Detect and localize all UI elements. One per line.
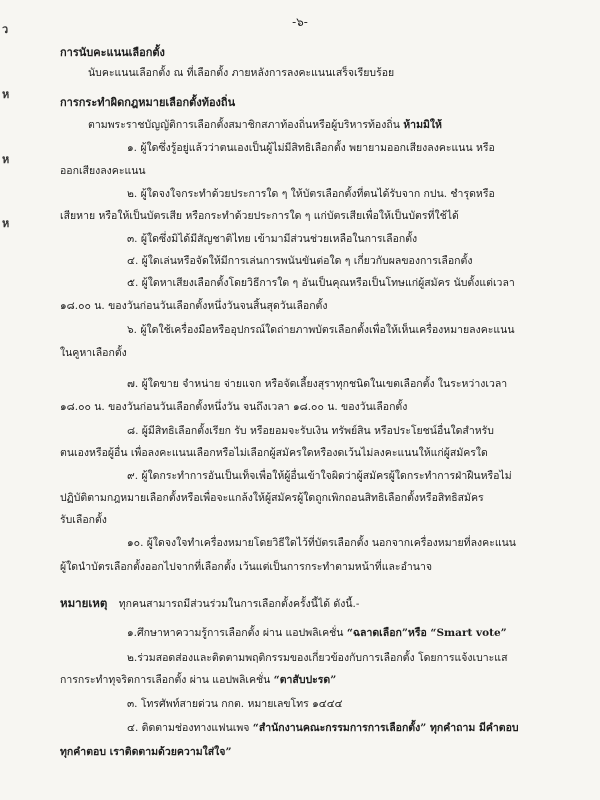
app-name-ta-sapparot: “ตาสับปะรด” <box>273 674 337 686</box>
paragraph-line: นับคะแนนเลือกตั้ง ณ ที่เลือกตั้ง ภายหลังการลงคะแนนเสร็จเรียบร้อย <box>88 67 395 79</box>
note-item <box>127 626 507 640</box>
intro-text: ตามพระราชบัญญัติการเลือกตั้งสมาชิกสภาท้องถิ่นหรือผู้บริหารท้องถิ่น <box>88 119 400 131</box>
margin-mark: ห <box>2 153 10 166</box>
note-item-text: ๔. ติดตามช่องทางแฟนเพจ <box>127 722 253 734</box>
note-item-cont: ทุกคำตอบ เราติดตามด้วยความใส่ใจ” <box>60 746 232 758</box>
page-number: -๖- <box>292 15 308 29</box>
note-line <box>60 596 359 611</box>
offense-item-cont: ในคูหาเลือกตั้ง <box>60 347 127 359</box>
note-item-text: ๑.ศึกษาหาความรู้การเลือกตั้ง ผ่าน แอปพลิเคชั่น <box>127 627 347 639</box>
offense-item: ๓. ผู้ใดซึ่งมิได้มีสัญชาติไทย เข้ามามีส่วนช่วยเหลือในการเลือกตั้ง <box>127 233 418 245</box>
note-item-cont <box>60 673 336 687</box>
note-item-hotline: ๓. โทรศัพท์สายด่วน กกต. หมายเลขโทร ๑๔๔๔ <box>127 698 343 710</box>
offense-item: ๘. ผู้มีสิทธิเลือกตั้งเรียก รับ หรือยอมจะรับเงิน ทรัพย์สิน หรือประโยชน์อื่นใดสำหรับ <box>127 425 494 437</box>
offense-item-cont: ปฏิบัติตามกฎหมายเลือกตั้งหรือเพื่อจะแกล้งให้ผู้สมัครผู้ใดถูกเพิกถอนสิทธิเลือกตั้งหรือสิทธิสมัคร <box>60 492 484 504</box>
margin-mark: ห <box>2 88 10 101</box>
offense-item-cont: ออกเสียงลงคะแนน <box>60 165 146 177</box>
offense-item: ๔. ผู้ใดเล่นหรือจัดให้มีการเล่นการพนันขันต่อใด ๆ เกี่ยวกับผลของการเลือกตั้ง <box>127 255 473 267</box>
note-item-text: การกระทำทุจริตการเลือกตั้ง ผ่าน แอปพลิเคชั่น <box>60 674 274 686</box>
offense-item-cont: รับเลือกตั้ง <box>60 514 107 526</box>
offense-item: ๒. ผู้ใดจงใจกระทำด้วยประการใด ๆ ให้บัตรเลือกตั้งที่ตนได้รับจาก กปน. ชำรุดหรือ <box>127 188 495 200</box>
note-item <box>127 721 519 735</box>
offense-item-cont: ๑๘.๐๐ น. ของวันก่อนวันเลือกตั้งหนึ่งวัน จนถึงเวลา ๑๘.๐๐ น. ของวันเลือกตั้ง <box>60 401 408 413</box>
section-heading-election-offenses: การกระทำผิดกฎหมายเลือกตั้งท้องถิ่น <box>60 96 236 109</box>
offense-item-cont: ๑๘.๐๐ น. ของวันก่อนวันเลือกตั้งหนึ่งวันจนสิ้นสุดวันเลือกตั้ง <box>60 300 328 312</box>
note-heading: หมายเหตุ <box>60 596 108 610</box>
offense-item-cont: ผู้ใดนำบัตรเลือกตั้งออกไปจากที่เลือกตั้ง เว้นแต่เป็นการกระทำตามหน้าที่และอำนาจ <box>60 561 432 573</box>
fanpage-name: “สำนักงานคณะกรรมการการเลือกตั้ง” ทุกคำถาม มีคำตอบ <box>252 722 519 734</box>
intro-bold: ห้ามมิให้ <box>403 119 442 131</box>
app-name-smart-vote: “ฉลาดเลือก”หรือ “Smart vote” <box>346 627 507 639</box>
section-heading-vote-counting: การนับคะแนนเลือกตั้ง <box>60 46 165 59</box>
offense-item-cont: เสียหาย หรือให้เป็นบัตรเสีย หรือกระทำด้วยประการใด ๆ แก่บัตรเสียเพื่อให้เป็นบัตรที่ใช้ได้ <box>60 210 459 222</box>
offense-item: ๕. ผู้ใดหาเสียงเลือกตั้งโดยวิธีการใด ๆ อันเป็นคุณหรือเป็นโทษแก่ผู้สมัคร นับตั้งแต่เวลา <box>127 277 515 289</box>
offense-item: ๑๐. ผู้ใดจงใจทำเครื่องหมายโดยวิธีใดไว้ที่บัตรเลือกตั้ง นอกจากเครื่องหมายที่ลงคะแนน <box>127 537 516 549</box>
margin-mark: ห <box>2 217 10 230</box>
offense-item: ๖. ผู้ใดใช้เครื่องมือหรืออุปกรณ์ใดถ่ายภาพบัตรเลือกตั้งเพื่อให้เห็นเครื่องหมายลงคะแนน <box>127 324 515 336</box>
note-item: ๒.ร่วมสอดส่องและติดตามพฤติกรรมของเกี่ยวข้องกับการเลือกตั้ง โดยการแจ้งเบาะแส <box>127 652 508 664</box>
offense-item: ๑. ผู้ใดซึ่งรู้อยู่แล้วว่าตนเองเป็นผู้ไม่มีสิทธิเลือกตั้ง พยายามออกเสียงลงคะแนน หรือ <box>127 142 495 154</box>
offense-item: ๙. ผู้ใดกระทำการอันเป็นเท็จเพื่อให้ผู้อื่นเข้าใจผิดว่าผู้สมัครผู้ใดกระทำการฝ่าฝืนหรือไม่ <box>127 470 512 482</box>
offense-item: ๗. ผู้ใดขาย จำหน่าย จ่ายแจก หรือจัดเลี้ยงสุราทุกชนิดในเขตเลือกตั้ง ในระหว่างเวลา <box>127 378 508 390</box>
note-text: ทุกคนสามารถมีส่วนร่วมในการเลือกตั้งครั้งนี้ได้ ดังนี้.- <box>118 598 360 610</box>
section-intro <box>88 118 442 132</box>
offense-item-cont: ตนเองหรือผู้อื่น เพื่อลงคะแนนเลือกหรือไม่เลือกผู้สมัครใดหรืองดเว้นไม่ลงคะแนนให้แก่ผู้สมัครใด <box>60 447 488 459</box>
margin-mark: ว <box>2 23 9 36</box>
